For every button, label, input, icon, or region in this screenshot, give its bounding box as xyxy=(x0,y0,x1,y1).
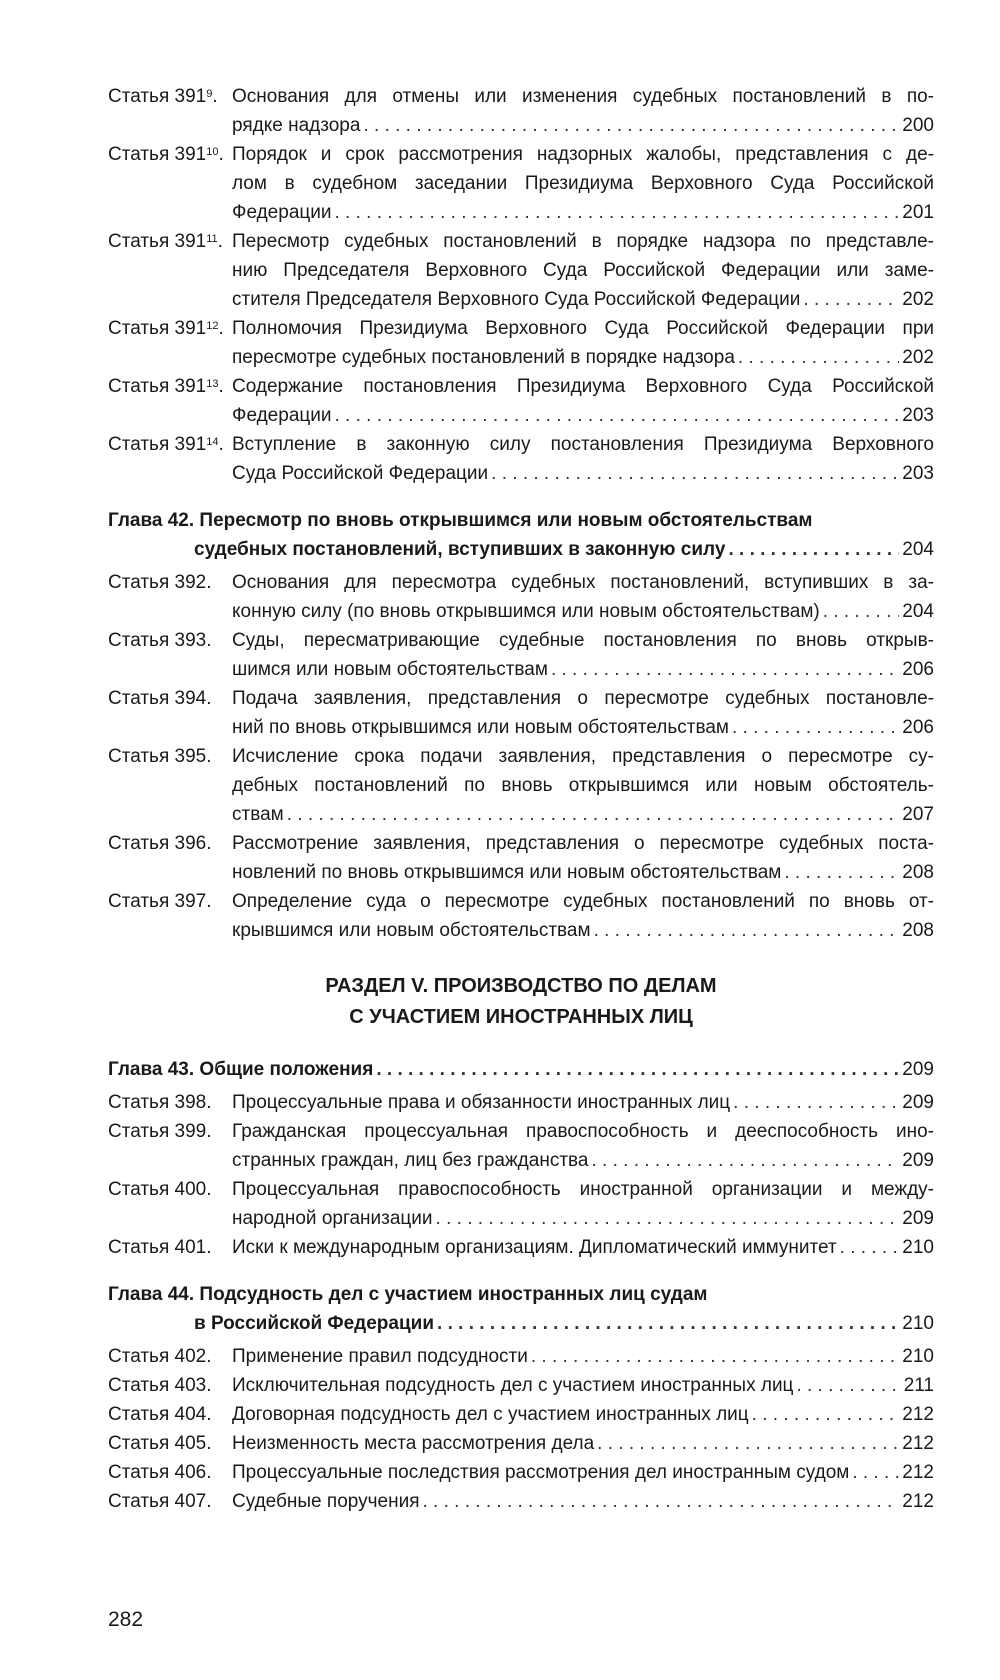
article-label xyxy=(108,1487,232,1516)
article-label: Статья $391^9$. xyxy=(108,86,218,107)
dot-leader xyxy=(376,1055,899,1084)
article-number: Статья 398. xyxy=(108,1092,212,1113)
toc-entry xyxy=(108,1088,934,1117)
article-title-text: крывшимся или новым обстоятельствам xyxy=(232,920,591,941)
article-label xyxy=(108,1342,232,1371)
article-title-text: пересмотре судебных постановлений в порядке надзора xyxy=(232,347,735,368)
article-page: 202 xyxy=(902,289,934,310)
article-label: Статья $391^{13}$. xyxy=(108,376,224,397)
article-page: 210 xyxy=(902,1346,934,1367)
article-page: 212 xyxy=(902,1491,934,1512)
chapter-42-title-text: судебных постановлений, вступивших в законную силу xyxy=(194,539,726,560)
article-title xyxy=(232,372,934,430)
toc-page xyxy=(108,82,934,1516)
article-superscript: 14 xyxy=(206,436,219,448)
article-title-text: стителя Председателя Верховного Суда Российской Федерации xyxy=(232,289,801,310)
article-title xyxy=(232,140,934,227)
article-title-last-line xyxy=(232,916,934,945)
article-title-text: Процессуальные последствия рассмотрения дел иностранным судом xyxy=(232,1462,850,1483)
article-title-last-line xyxy=(232,1233,934,1262)
article-title xyxy=(232,684,934,742)
article-number: Статья 393. xyxy=(108,630,212,651)
article-number: Статья 407. xyxy=(108,1491,212,1512)
toc-entry xyxy=(108,1233,934,1262)
article-title xyxy=(232,626,934,684)
article-number: Статья 396. xyxy=(108,833,212,854)
toc-entry xyxy=(108,684,934,742)
article-label: Статья $391^{10}$. xyxy=(108,144,224,165)
article-title-text: ствам xyxy=(232,804,284,825)
article-title-text: Исключительная подсудность дел с участием иностранных лиц xyxy=(232,1375,794,1396)
toc-entry xyxy=(108,1487,934,1516)
article-title xyxy=(232,82,934,140)
article-title xyxy=(232,568,934,626)
article-title-line: Порядок и срок рассмотрения надзорных жалобы, представления с де- xyxy=(232,144,934,165)
article-page: 209 xyxy=(902,1092,934,1113)
article-number: Статья 399. xyxy=(108,1121,212,1142)
toc-entry xyxy=(108,372,934,430)
article-title xyxy=(232,1458,934,1487)
article-title xyxy=(232,1088,934,1117)
toc-entry xyxy=(108,887,934,945)
article-title xyxy=(232,1371,934,1400)
dot-leader xyxy=(531,1342,899,1371)
chapter-43-title-line xyxy=(108,1055,934,1084)
article-title-last-line xyxy=(232,1146,934,1175)
article-title-last-line xyxy=(232,858,934,887)
toc-entry xyxy=(108,314,934,372)
article-title-last-line xyxy=(232,1371,934,1400)
article-title-line: Вступление в законную силу постановления Президиума Верховного xyxy=(232,434,934,455)
article-label: Статья $391^{14}$. xyxy=(108,434,224,455)
article-title xyxy=(232,1233,934,1262)
article-title-text: Процессуальные права и обязанности иностранных лиц xyxy=(232,1092,731,1113)
toc-entry xyxy=(108,829,934,887)
article-title-line: Гражданская процессуальная правоспособность и дееспособность ино- xyxy=(232,1121,934,1142)
article-title xyxy=(232,829,934,887)
article-label xyxy=(108,1400,232,1429)
article-page: 212 xyxy=(902,1462,934,1483)
dot-leader xyxy=(437,1309,899,1338)
article-number: Статья 397. xyxy=(108,891,212,912)
article-page: 209 xyxy=(902,1150,934,1171)
toc-entry xyxy=(108,140,934,227)
article-number: Статья 392. xyxy=(108,572,212,593)
article-title-line: нию Председателя Верховного Суда Российской Федерации или заме- xyxy=(232,260,934,281)
article-title-text: Судебные поручения xyxy=(232,1491,420,1512)
article-page: 212 xyxy=(902,1433,934,1454)
article-title-text: Неизменность места рассмотрения дела xyxy=(232,1433,595,1454)
article-title-text: Федерации xyxy=(232,202,332,223)
article-label xyxy=(108,1117,232,1175)
toc-list-chapter-44 xyxy=(108,1342,934,1516)
article-page: 202 xyxy=(902,347,934,368)
toc-entry xyxy=(108,1400,934,1429)
article-superscript: 12 xyxy=(206,320,219,332)
toc-entry xyxy=(108,430,934,488)
article-title-last-line xyxy=(232,1088,934,1117)
article-title-text: рядке надзора xyxy=(232,115,361,136)
toc-entry xyxy=(108,1371,934,1400)
article-title-text: народной организации xyxy=(232,1208,433,1229)
article-number: Статья 406. xyxy=(108,1462,212,1483)
article-title xyxy=(232,742,934,829)
article-title-line: Содержание постановления Президиума Верховного Суда Российской xyxy=(232,376,934,397)
article-title-line: Основания для отмены или изменения судебных постановлений в по- xyxy=(232,86,934,107)
article-title-last-line xyxy=(232,1342,934,1371)
toc-entry xyxy=(108,626,934,684)
article-page: 208 xyxy=(902,862,934,883)
article-title-last-line xyxy=(232,401,934,430)
article-superscript: 13 xyxy=(206,378,219,390)
article-title-last-line xyxy=(232,1458,934,1487)
article-page: 211 xyxy=(903,1375,934,1396)
article-number: Статья 401. xyxy=(108,1237,212,1258)
article-title-text: ний по вновь открывшимся или новым обстоятельствам xyxy=(232,717,729,738)
article-page: 203 xyxy=(902,405,934,426)
chapter-42-title-line1: Глава 42. Пересмотр по вновь открывшимся или новым обстоятельствам xyxy=(108,510,813,531)
article-label xyxy=(108,829,232,887)
toc-entry xyxy=(108,1429,934,1458)
article-title xyxy=(232,1429,934,1458)
chapter-43-page: 209 xyxy=(902,1059,934,1080)
article-title xyxy=(232,314,934,372)
dot-leader xyxy=(591,1146,899,1175)
article-title xyxy=(232,1400,934,1429)
article-superscript: 10 xyxy=(206,146,219,158)
chapter-44-heading xyxy=(108,1280,934,1338)
article-title-line: Основания для пересмотра судебных постановлений, вступивших в за- xyxy=(232,572,934,593)
article-title-last-line xyxy=(232,1429,934,1458)
article-label xyxy=(108,568,232,626)
chapter-44-page: 210 xyxy=(902,1313,934,1334)
article-title-line: Пересмотр судебных постановлений в порядке надзора по представле- xyxy=(232,231,934,252)
article-title-line: Подача заявления, представления о пересмотре судебных постановле- xyxy=(232,688,934,709)
dot-leader xyxy=(335,198,900,227)
article-title-text: Федерации xyxy=(232,405,332,426)
article-label xyxy=(108,1175,232,1233)
article-label xyxy=(108,1233,232,1262)
toc-entry xyxy=(108,82,934,140)
dot-leader xyxy=(840,1233,900,1262)
article-title-last-line xyxy=(232,285,934,314)
chapter-44-title-line2 xyxy=(108,1309,934,1338)
article-title-text: Иски к международным организациям. Дипломатический иммунитет xyxy=(232,1237,837,1258)
article-label xyxy=(108,626,232,684)
toc-entry xyxy=(108,742,934,829)
article-page: 212 xyxy=(902,1404,934,1425)
dot-leader xyxy=(551,655,899,684)
article-title-last-line xyxy=(232,597,934,626)
dot-leader xyxy=(823,597,900,626)
article-number: Статья 404. xyxy=(108,1404,212,1425)
article-title-text: новлений по вновь открывшимся или новым обстоятельствам xyxy=(232,862,782,883)
article-number: Статья 395. xyxy=(108,746,212,767)
article-title-text: Применение правил подсудности xyxy=(232,1346,528,1367)
article-number: Статья 391 xyxy=(108,144,207,165)
chapter-42-page: 204 xyxy=(902,539,934,560)
article-title-line: Исчисление срока подачи заявления, представления о пересмотре су- xyxy=(232,746,934,767)
article-title-line: Определение суда о пересмотре судебных постановлений по вновь от- xyxy=(232,891,934,912)
article-title-line: Суды, пересматривающие судебные постановления по вновь открыв- xyxy=(232,630,934,651)
dot-leader xyxy=(491,459,899,488)
article-label: Статья $391^{12}$. xyxy=(108,318,224,339)
article-title-line: лом в судебном заседании Президиума Верховного Суда Российской xyxy=(232,173,934,194)
article-title xyxy=(232,1117,934,1175)
dot-leader xyxy=(287,800,900,829)
article-page: 207 xyxy=(902,804,934,825)
dot-leader xyxy=(363,111,899,140)
dot-leader xyxy=(733,1088,899,1117)
article-label xyxy=(108,1371,232,1400)
article-title xyxy=(232,1487,934,1516)
toc-entry xyxy=(108,227,934,314)
chapter-42-title-line2 xyxy=(108,535,934,564)
dot-leader xyxy=(752,1400,900,1429)
chapter-44-title-line1: Глава 44. Подсудность дел с участием иностранных лиц судам xyxy=(108,1284,708,1305)
toc-entry xyxy=(108,1458,934,1487)
dot-leader xyxy=(784,858,899,887)
article-page: 206 xyxy=(902,659,934,680)
article-superscript: 11 xyxy=(206,233,218,245)
article-title xyxy=(232,1175,934,1233)
article-label xyxy=(108,684,232,742)
toc-list-chapter-43 xyxy=(108,1088,934,1262)
dot-leader xyxy=(597,1429,899,1458)
dot-leader xyxy=(852,1458,899,1487)
article-title-text: Договорная подсудность дел с участием иностранных лиц xyxy=(232,1404,749,1425)
article-title-line: Полномочия Президиума Верховного Суда Российской Федерации при xyxy=(232,318,934,339)
dot-leader xyxy=(422,1487,899,1516)
section-v-heading xyxy=(108,971,934,1033)
dot-leader xyxy=(728,535,899,564)
article-number: Статья 391 xyxy=(108,231,207,252)
article-number: Статья 391 xyxy=(108,86,207,107)
section-title-line1: РАЗДЕЛ V. ПРОИЗВОДСТВО ПО ДЕЛАМ xyxy=(325,975,717,997)
article-title xyxy=(232,887,934,945)
article-number: Статья 391 xyxy=(108,318,207,339)
article-title-text: Суда Российской Федерации xyxy=(232,463,489,484)
article-page: 209 xyxy=(902,1208,934,1229)
article-title-text: конную силу (по вновь открывшимся или новым обстоятельствам) xyxy=(232,601,820,622)
article-page: 210 xyxy=(902,1237,934,1258)
article-title-line: Процессуальная правоспособность иностранной организации и между- xyxy=(232,1179,934,1200)
chapter-44-title-text: в Российской Федерации xyxy=(194,1313,435,1334)
dot-leader xyxy=(594,916,900,945)
toc-list-articles-391 xyxy=(108,82,934,488)
toc-entry xyxy=(108,1175,934,1233)
section-title-line2: С УЧАСТИЕМ ИНОСТРАННЫХ ЛИЦ xyxy=(349,1006,693,1028)
article-page: 206 xyxy=(902,717,934,738)
article-title-last-line xyxy=(232,800,934,829)
article-page: 201 xyxy=(902,202,934,223)
chapter-43-title-text: Глава 43. Общие положения xyxy=(108,1059,374,1080)
article-title-last-line xyxy=(232,1400,934,1429)
article-number: Статья 400. xyxy=(108,1179,212,1200)
article-label xyxy=(108,1088,232,1117)
toc-entry xyxy=(108,1342,934,1371)
chapter-43-heading xyxy=(108,1055,934,1084)
article-title xyxy=(232,227,934,314)
article-number: Статья 403. xyxy=(108,1375,212,1396)
article-number: Статья 405. xyxy=(108,1433,212,1454)
article-label xyxy=(108,1429,232,1458)
article-title-last-line xyxy=(232,1204,934,1233)
article-title-last-line xyxy=(232,713,934,742)
dot-leader xyxy=(436,1204,900,1233)
article-label xyxy=(108,1458,232,1487)
dot-leader xyxy=(738,343,899,372)
article-title-text: странных граждан, лиц без гражданства xyxy=(232,1150,589,1171)
article-number: Статья 402. xyxy=(108,1346,212,1367)
dot-leader xyxy=(335,401,900,430)
article-title-last-line xyxy=(232,111,934,140)
article-title-last-line xyxy=(232,343,934,372)
toc-list-chapter-42 xyxy=(108,568,934,945)
article-page: 200 xyxy=(902,115,934,136)
article-page: 208 xyxy=(902,920,934,941)
article-title-last-line xyxy=(232,459,934,488)
article-number: Статья 391 xyxy=(108,434,207,455)
article-page: 203 xyxy=(902,463,934,484)
article-label: Статья $391^{11}$. xyxy=(108,231,223,252)
article-title-line: Рассмотрение заявления, представления о пересмотре судебных поста- xyxy=(232,833,934,854)
dot-leader xyxy=(803,285,899,314)
dot-leader xyxy=(732,713,899,742)
article-title-text: шимся или новым обстоятельствам xyxy=(232,659,548,680)
article-title-last-line xyxy=(232,1487,934,1516)
page-number: 282 xyxy=(108,1608,144,1631)
article-number: Статья 394. xyxy=(108,688,212,709)
article-title-line: дебных постановлений по вновь открывшимся или новым обстоятель- xyxy=(232,775,934,796)
article-superscript: 9 xyxy=(206,88,213,100)
article-label xyxy=(108,887,232,945)
toc-entry xyxy=(108,568,934,626)
article-page: 204 xyxy=(902,601,934,622)
article-title-last-line xyxy=(232,655,934,684)
article-number: Статья 391 xyxy=(108,376,207,397)
chapter-42-heading xyxy=(108,506,934,564)
article-title xyxy=(232,430,934,488)
toc-entry xyxy=(108,1117,934,1175)
article-title-last-line xyxy=(232,198,934,227)
article-title xyxy=(232,1342,934,1371)
dot-leader xyxy=(796,1371,900,1400)
article-label xyxy=(108,742,232,829)
